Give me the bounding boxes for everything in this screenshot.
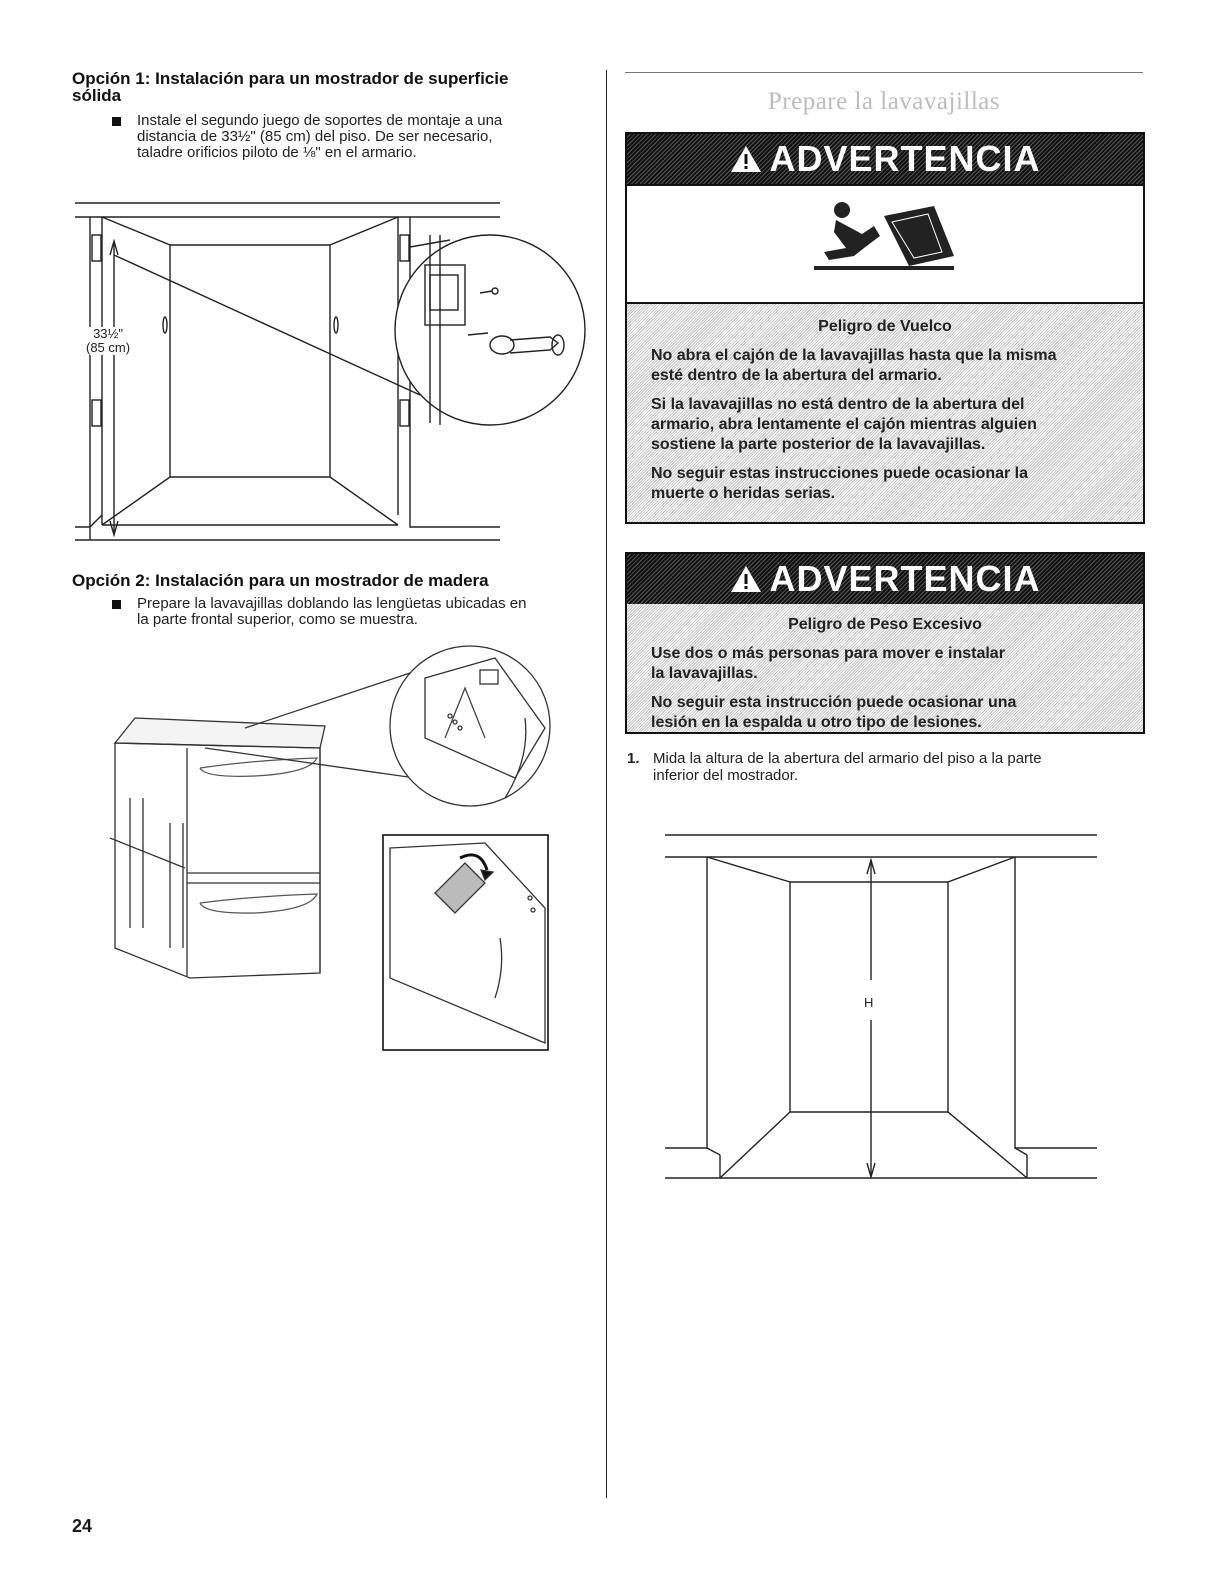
figure-cabinet-bracket	[70, 195, 510, 555]
warning1-para3	[651, 464, 1143, 504]
option2-bullet	[112, 596, 602, 628]
option2-bullet-line2: la parte frontal superior, como se muestra.	[137, 611, 418, 628]
warning2-para2-line1: No seguir esta instrucción puede ocasionar una	[651, 694, 1017, 711]
warning-box-tip-over	[625, 132, 1145, 524]
option1-title	[72, 70, 508, 104]
option2-bullet-line1: Prepare la lavavajillas doblando las lengüetas ubicadas en	[137, 595, 527, 612]
warning2-para1	[651, 644, 1143, 684]
warning1-para2	[651, 395, 1143, 455]
step-number: 1.	[627, 750, 640, 767]
option2-title: Opción 2: Instalación para un mostrador de madera	[72, 571, 489, 590]
warning1-para1-line1: No abra el cajón de la lavavajillas hasta que la misma	[651, 347, 1057, 364]
figure-dishwasher-tabs	[105, 648, 555, 1053]
dimension-label	[86, 327, 130, 355]
warning-header-text: ADVERTENCIA	[769, 138, 1041, 179]
option1-title-line1: Opción 1: Instalación para un mostrador de superficie	[72, 69, 509, 88]
warning-header	[627, 554, 1143, 604]
warning1-para2-line1: Si la lavavajillas no está dentro de la abertura del	[651, 396, 1025, 413]
dimension-cm: (85 cm)	[86, 340, 131, 355]
warning-header	[627, 134, 1143, 184]
option1-bullet-line1: Instale el segundo juego de soportes de montaje a una	[137, 112, 503, 129]
warning2-para2	[651, 693, 1143, 733]
option1-title-line2: sólida	[72, 86, 122, 105]
bullet-square-icon	[112, 117, 121, 126]
figure-opening-height	[665, 830, 1100, 1190]
warning1-para1	[651, 346, 1143, 386]
warning1-para2-line2: armario, abra lentamente el cajón mientras alguien	[651, 416, 1037, 433]
bullet-square-icon	[112, 600, 121, 609]
option1-bullet-line3: taladre orificios piloto de ⅛" en el armario.	[137, 144, 417, 161]
dimension-inches: 33½"	[93, 326, 123, 341]
warning1-para1-line2: esté dentro de la abertura del armario.	[651, 367, 942, 384]
height-label: H	[864, 995, 874, 1010]
tip-over-hazard-icon	[627, 184, 1143, 304]
warning-triangle-icon	[729, 144, 763, 174]
warning2-para1-line2: la lavavajillas.	[651, 665, 758, 682]
warning-header-text: ADVERTENCIA	[769, 558, 1041, 599]
warning1-para3-line1: No seguir estas instrucciones puede ocasionar la	[651, 465, 1029, 482]
warning2-para2-line2: lesión en la espalda u otro tipo de lesiones.	[651, 714, 982, 731]
section-rule	[625, 72, 1143, 73]
option1-bullet-line2: distancia de 33½" (85 cm) del piso. De ser necesario,	[137, 128, 493, 145]
warning2-subtitle: Peligro de Peso Excesivo	[788, 616, 982, 633]
warning2-para1-line1: Use dos o más personas para mover e instalar	[651, 645, 1005, 662]
option1-bullet	[112, 113, 592, 161]
warning1-para2-line3: sostiene la parte posterior de la lavavajillas.	[651, 436, 986, 453]
step1-line2: inferior del mostrador.	[653, 767, 799, 784]
warning1-subtitle: Peligro de Vuelco	[818, 318, 952, 335]
step1-line1: Mida la altura de la abertura del armario del piso a la parte	[653, 750, 1042, 767]
step-1	[627, 750, 1127, 784]
section-title: Prepare la lavavajillas	[767, 88, 1001, 115]
warning1-para3-line2: muerte o heridas serias.	[651, 485, 836, 502]
warning-box-weight	[625, 552, 1145, 734]
column-divider	[606, 70, 607, 1498]
warning-triangle-icon	[729, 564, 763, 594]
page-number: 24	[72, 1516, 93, 1536]
